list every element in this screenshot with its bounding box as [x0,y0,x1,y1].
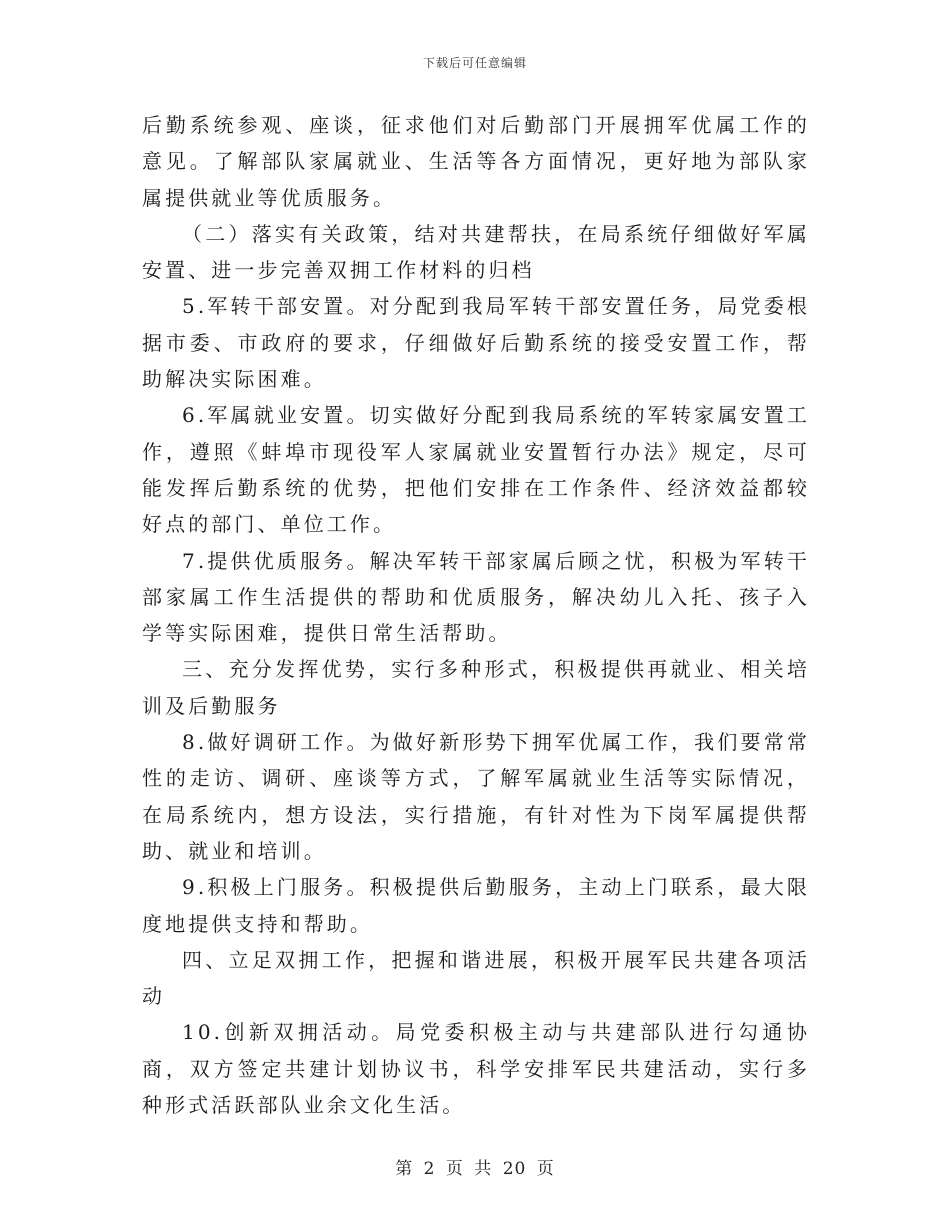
paragraph-10: 10.创新双拥活动。局党委积极主动与共建部队进行勾通协商，双方签定共建计划协议书，科学安排军民共建活动，实行多种形式活跃部队业余文化生活。 [142,1020,810,1118]
paragraph-4: 6.军属就业安置。切实做好分配到我局系统的军转家属安置工作，遵照《蚌埠市现役军人家属就业安置暂行办法》规定，尽可能发挥后勤系统的优势，把他们安排在工作条件、经济效益都较好点的部门、单位工作。 [142,403,810,537]
paragraph-1: 后勤系统参观、座谈，征求他们对后勤部门开展拥军优属工作的意见。了解部队家属就业、生活等各方面情况，更好地为部队家属提供就业等优质服务。 [142,113,810,210]
page-number: 第 2 页 共 20 页 [395,1159,555,1179]
paragraph-5: 7.提供优质服务。解决军转干部家属后顾之忧，积极为军转干部家属工作生活提供的帮助和优质服务，解决幼儿入托、孩子入学等实际困难，提供日常生活帮助。 [142,548,810,646]
paragraph-2: （二）落实有关政策，结对共建帮扶，在局系统仔细做好军属安置、进一步完善双拥工作材料的归档 [142,221,810,283]
paragraph-6: 三、充分发挥优势，实行多种形式，积极提供再就业、相关培训及后勤服务 [142,657,810,718]
paragraph-7: 8.做好调研工作。为做好新形势下拥军优属工作，我们要常常性的走访、调研、座谈等方式，了解军属就业生活等实际情况，在局系统内，想方设法，实行措施，有针对性为下岗军属提供帮助、就业和培训。 [142,730,810,863]
paragraph-8: 9.积极上门服务。积极提供后勤服务，主动上门联系，最大限度地提供支持和帮助。 [142,875,810,936]
header-note: 下载后可任意编辑 [422,56,527,70]
document-body [142,107,810,1123]
paragraph-3: 5.军转干部安置。对分配到我局军转干部安置任务，局党委根据市委、市政府的要求，仔细做好后勤系统的接受安置工作，帮助解决实际困难。 [142,294,810,392]
paragraph-9: 四、立足双拥工作，把握和谐进展，积极开展军民共建各项活动 [142,947,810,1009]
